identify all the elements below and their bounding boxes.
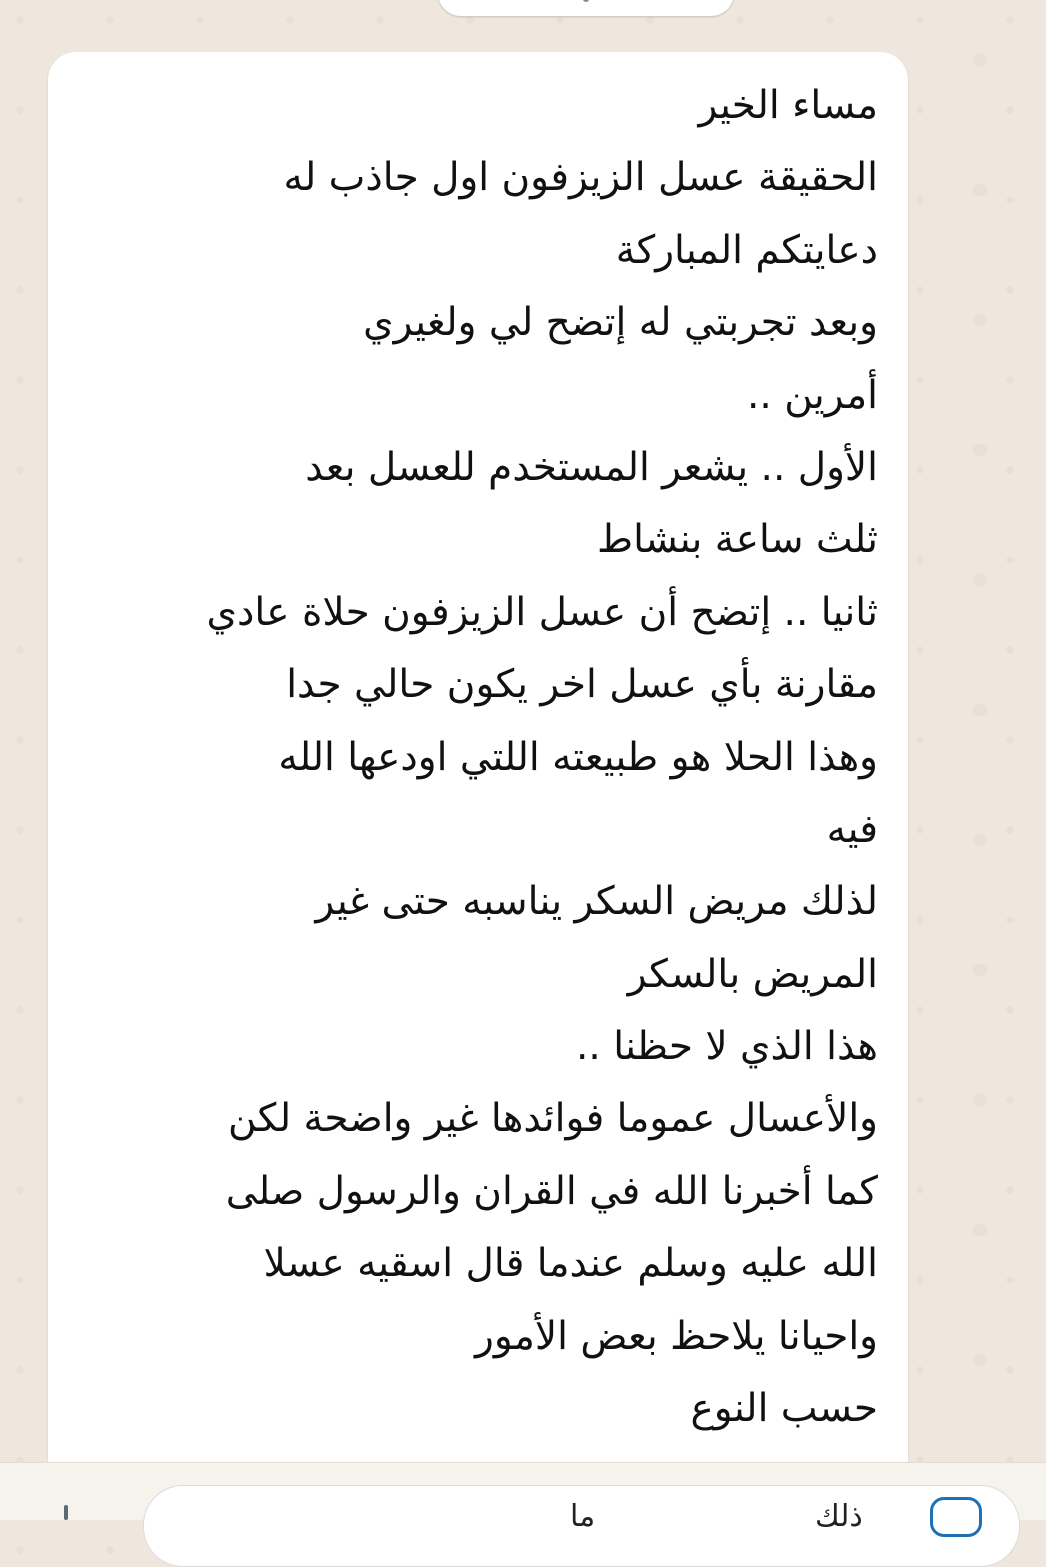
message-line: هذا الذي لا حظنا .. — [576, 1024, 878, 1070]
message-line: والأعسال عموما فوائدها غير واضحة لكن — [228, 1096, 878, 1142]
message-line: واحيانا يلاحظ بعض الأمور — [474, 1313, 878, 1359]
message-line: المريض بالسكر — [627, 951, 878, 997]
message-line: كما أخبرنا الله في القران والرسول صلى — [225, 1168, 878, 1214]
message-text — [78, 70, 878, 1445]
pill-dot-icon — [583, 0, 589, 2]
attach-icon[interactable] — [64, 1505, 68, 1520]
message-line: الحقيقة عسل الزيزفون اول جاذب له — [283, 155, 878, 201]
emoji-icon[interactable] — [930, 1497, 982, 1537]
message-line: لذلك مريض السكر يناسبه حتى غير — [315, 879, 878, 925]
message-line: الله عليه وسلم عندما قال اسقيه عسلا — [263, 1241, 878, 1287]
message-line: وهذا الحلا هو طبيعته اللتي اودعها الله — [278, 734, 878, 780]
input-text-left: ما — [570, 1499, 596, 1534]
message-line: الأول .. يشعر المستخدم للعسل بعد — [305, 444, 878, 490]
message-line: أمرين .. — [747, 372, 878, 418]
message-line: حسب النوع — [690, 1386, 878, 1432]
composer-bar — [0, 1462, 1046, 1534]
message-bubble[interactable] — [48, 52, 908, 1492]
message-line: مساء الخير — [698, 83, 878, 128]
message-line: دعايتكم المباركة — [615, 227, 878, 273]
message-line: ثانيا .. إتضح أن عسل الزيزفون حلاة عادي — [206, 589, 878, 635]
message-line: فيه — [826, 806, 878, 852]
input-text-right: ذلك — [815, 1499, 863, 1534]
message-line: وبعد تجربتي له إتضح لي ولغيري — [363, 300, 878, 346]
date-pill — [438, 0, 734, 16]
message-line: ثلث ساعة بنشاط — [597, 517, 878, 563]
message-line: مقارنة بأي عسل اخر يكون حالي جدا — [286, 662, 878, 708]
